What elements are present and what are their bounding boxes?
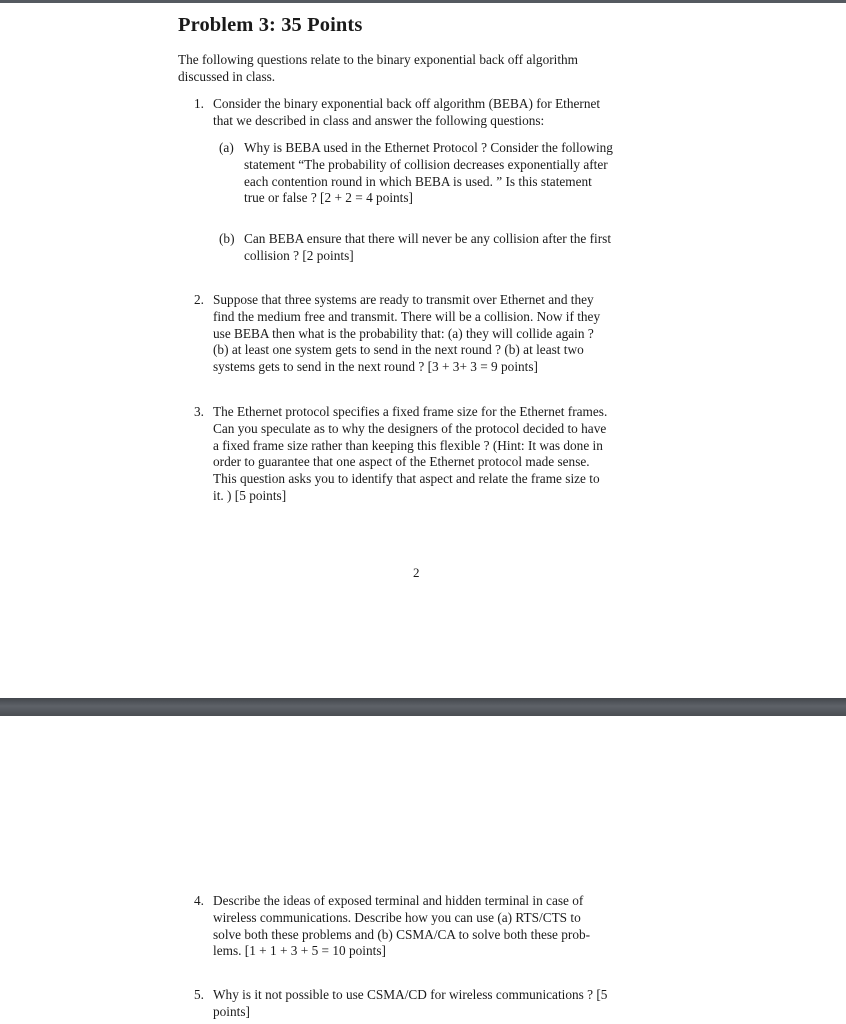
question-3-line: order to guarantee that one aspect of the Ethernet protocol made sense. xyxy=(213,454,590,470)
question-3-line: Can you speculate as to why the designers of the protocol decided to have xyxy=(213,420,607,436)
intro-line: The following questions relate to the binary exponential back off algorithm xyxy=(178,52,579,67)
problem-title: Problem 3: 35 Points xyxy=(178,14,363,36)
question-1b-text xyxy=(244,231,660,265)
question-1-number: 1. xyxy=(194,96,204,111)
question-5-text xyxy=(213,987,660,1021)
intro-line: discussed in class. xyxy=(178,68,276,84)
question-2-line: use BEBA then what is the probability that: (a) they will collide again ? xyxy=(213,325,594,341)
question-4-line: solve both these problems and (b) CSMA/CA to solve both these prob- xyxy=(213,926,591,942)
question-5-number: 5. xyxy=(194,987,204,1002)
question-4-text xyxy=(213,893,660,960)
question-5-line: Why is it not possible to use CSMA/CD for wireless communications ? [5 xyxy=(213,987,608,1002)
question-1a-text xyxy=(244,140,660,207)
question-4-line: lems. [1 + 1 + 3 + 5 = 10 points] xyxy=(213,943,386,959)
question-2-text xyxy=(213,292,660,376)
question-3-line: The Ethernet protocol specifies a fixed frame size for the Ethernet frames. xyxy=(213,404,608,419)
question-4-number: 4. xyxy=(194,893,204,908)
page-number: 2 xyxy=(413,565,420,580)
question-3-number: 3. xyxy=(194,404,204,419)
question-1-text xyxy=(213,96,660,130)
question-1b-label: (b) xyxy=(219,231,235,246)
question-3-line: it. ) [5 points] xyxy=(213,487,287,503)
question-4-line: Describe the ideas of exposed terminal and hidden terminal in case of xyxy=(213,893,584,908)
question-1a-line: Why is BEBA used in the Ethernet Protocol ? Consider the following xyxy=(244,140,613,155)
intro-paragraph xyxy=(178,52,660,86)
question-1a-line: true or false ? [2 + 2 = 4 points] xyxy=(244,190,413,206)
question-3-line: a fixed frame size rather than keeping this flexible ? (Hint: It was done in xyxy=(213,437,603,453)
question-2-line: systems gets to send in the next round ? [3 + 3+ 3 = 9 points] xyxy=(213,359,538,375)
question-2-line: find the medium free and transmit. There will be a collision. Now if they xyxy=(213,308,601,324)
question-1-line: Consider the binary exponential back off algorithm (BEBA) for Ethernet xyxy=(213,96,601,111)
question-1a-line: statement “The probability of collision decreases exponentially after xyxy=(244,156,608,172)
page-separator xyxy=(0,698,846,716)
question-3-text xyxy=(213,404,660,505)
question-3-line: This question asks you to identify that aspect and relate the frame size to xyxy=(213,471,600,487)
question-5-line: points] xyxy=(213,1003,250,1019)
question-1a-label: (a) xyxy=(219,140,234,155)
question-1-line: that we described in class and answer the following questions: xyxy=(213,112,545,128)
question-1b-line: collision ? [2 points] xyxy=(244,247,354,263)
question-1a-line: each contention round in which BEBA is used. ” Is this statement xyxy=(244,173,592,189)
question-2-number: 2. xyxy=(194,292,204,307)
question-2-line: (b) at least one system gets to send in the next round ? (b) at least two xyxy=(213,342,584,358)
question-2-line: Suppose that three systems are ready to transmit over Ethernet and they xyxy=(213,292,594,307)
question-4-line: wireless communications. Describe how you can use (a) RTS/CTS to xyxy=(213,909,581,925)
question-1b-line: Can BEBA ensure that there will never be any collision after the first xyxy=(244,231,612,246)
top-border xyxy=(0,0,846,3)
